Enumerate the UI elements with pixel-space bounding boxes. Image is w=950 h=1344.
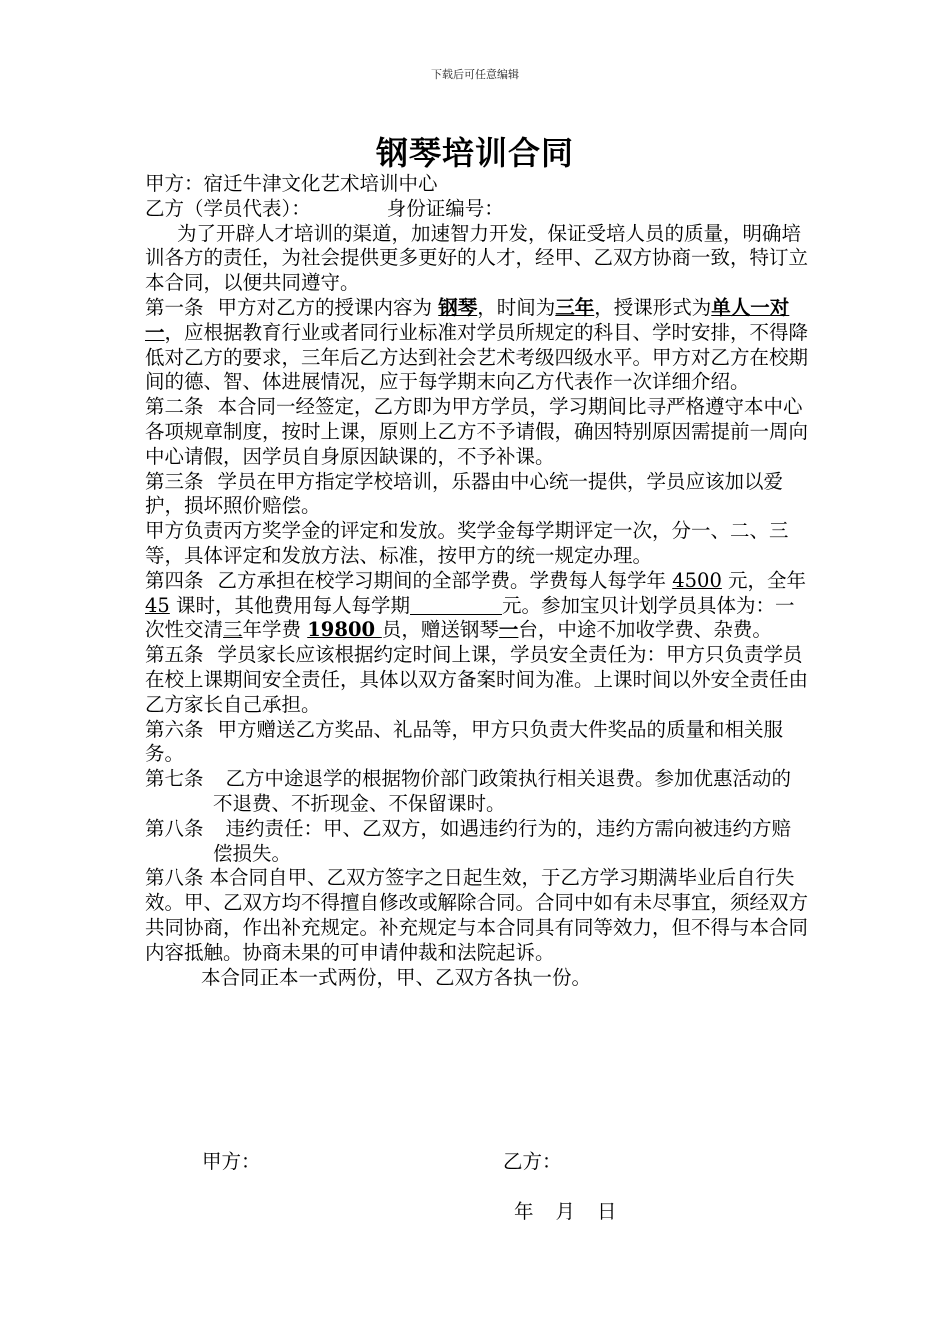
article-5-text: 学员家长应该根据约定时间上课，学员安全责任为：甲方只负责学员在校上课期间安全责任，具体以双方备案时间为准。上课时间以外安全责任由乙方家长自己承担。 (145, 643, 809, 716)
article-4-text-a: 乙方承担在校学习期间的全部学费。学费每人每学年 (217, 568, 673, 592)
scholarship-paragraph: 甲方负责丙方奖学金的评定和发放。奖学金每学期评定一次，分一、二、三等，具体评定和发放方法、标准，按甲方的统一规定办理。 (145, 519, 789, 567)
article-8-label: 第八条 (145, 816, 204, 840)
article-4-text-d: 元。参加宝贝计划学员具体为：一次性交清 (145, 593, 795, 642)
article-8 (145, 817, 810, 867)
page-header-note: 下载后可任意编辑 (431, 68, 519, 81)
article-4-text-f: 员，赠送钢琴 (381, 618, 499, 642)
intro-paragraph: 为了开辟人才培训的渠道，加速智力开发，保证受培人员的质量，明确培训各方的责任，为社会提供更多更好的人才，经甲、乙双方协商一致，特订立本合同，以便共同遵守。 (145, 221, 809, 295)
article-3-text: 学员在甲方指定学校培训，乐器由中心统一提供，学员应该加以爱护，损坏照价赔偿。 (145, 469, 784, 518)
article-7-label: 第七条 (145, 767, 204, 791)
total-fee: 19800 (307, 618, 382, 642)
party-b-label: 乙方（学员代表）： (145, 196, 311, 220)
article-4-label: 第四条 (145, 568, 204, 592)
date-day: 日 (597, 1200, 617, 1223)
article-6 (145, 718, 810, 768)
article-2-text: 本合同一经签定，乙方即为甲方学员，学习期间比寻严格遵守本中心各项规章制度，按时上课，原则上乙方不予请假，确因特别原因需提前一周向中心请假，因学员自身原因缺课的，不予补课。 (145, 395, 809, 468)
article-7 (145, 767, 810, 817)
article-4 (145, 569, 810, 643)
article-5-label: 第五条 (145, 643, 204, 667)
other-fee-blank (410, 596, 502, 615)
course-duration: 三年 (555, 295, 595, 319)
article-2 (145, 395, 810, 469)
article-1-text-c: ，授课形式为 (594, 295, 712, 319)
article-2-label: 第二条 (145, 395, 204, 419)
article-4-text-c: 课时，其他费用每人每学期 (169, 593, 411, 617)
article-6-label: 第六条 (145, 717, 204, 741)
article-4-text-e: 年学费 (242, 618, 308, 642)
article-4-text-b: 元，全年 (721, 568, 807, 592)
article-3-label: 第三条 (145, 469, 204, 493)
teaching-mode: 单人一对一 (145, 295, 790, 344)
date-year: 年 (514, 1200, 534, 1223)
piano-quantity: 一 (498, 618, 519, 642)
party-a-signature-label: 甲方： (202, 1150, 261, 1173)
party-b-signature-label: 乙方： (503, 1150, 562, 1173)
article-1 (145, 296, 810, 395)
article-4-text-g: 台，中途不加收学费、杂费。 (518, 618, 772, 642)
article-9 (145, 866, 810, 965)
article-7-text: 乙方中途退学的根据物价部门政策执行相关退费。参加优惠活动的不退费、不折现金、不保留课时。 (213, 767, 792, 815)
closing-line: 本合同正本一式两份，甲、乙双方各执一份。 (201, 965, 592, 989)
article-1-label: 第一条 (145, 295, 204, 319)
article-9-label: 第八条 (145, 866, 204, 890)
id-number-label: 身份证编号： (386, 196, 504, 220)
annual-fee: 4500 (672, 568, 722, 592)
prepaid-years: 三 (223, 618, 243, 642)
article-1-text-d: ，应根据教育行业或者同行业标准对学员所规定的科目、学时安排，不得降低对乙方的要求，三年后乙方达到社会艺术考级四级水平。甲方对乙方在校期间的德、智、体进展情况，应于每学期末向乙方代表作一次详细介绍。 (145, 320, 809, 394)
annual-hours: 45 (145, 593, 170, 617)
party-a-line: 甲方：宿迁牛津文化艺术培训中心 (145, 172, 438, 195)
article-9-text: 本合同自甲、乙双方签字之日起生效，于乙方学习期满毕业后自行失效。甲、乙双方均不得擅自修改或解除合同。合同中如有未尽事宜，须经双方共同协商，作出补充规定。补充规定与本合同具有同等效力，但不得与本合同内容抵触。协商未果的可申请仲裁和法院起诉。 (145, 866, 809, 964)
article-1-text-b: ，时间为 (477, 295, 556, 319)
article-3 (145, 470, 810, 520)
date-month: 月 (555, 1200, 576, 1223)
article-1-text-a: 甲方对乙方的授课内容为 (217, 295, 439, 319)
article-5 (145, 643, 810, 717)
course-name: 钢琴 (438, 295, 478, 319)
party-b-line (145, 197, 810, 222)
article-6-text: 甲方赠送乙方奖品、礼品等，甲方只负责大件奖品的质量和相关服务。 (145, 717, 784, 766)
contract-body (145, 172, 810, 990)
article-8-text: 违约责任：甲、乙双方，如遇违约行为的，违约方需向被违约方赔偿损失。 (213, 816, 792, 865)
document-title: 钢琴培训合同 (375, 134, 574, 172)
signature-date (514, 1196, 639, 1224)
